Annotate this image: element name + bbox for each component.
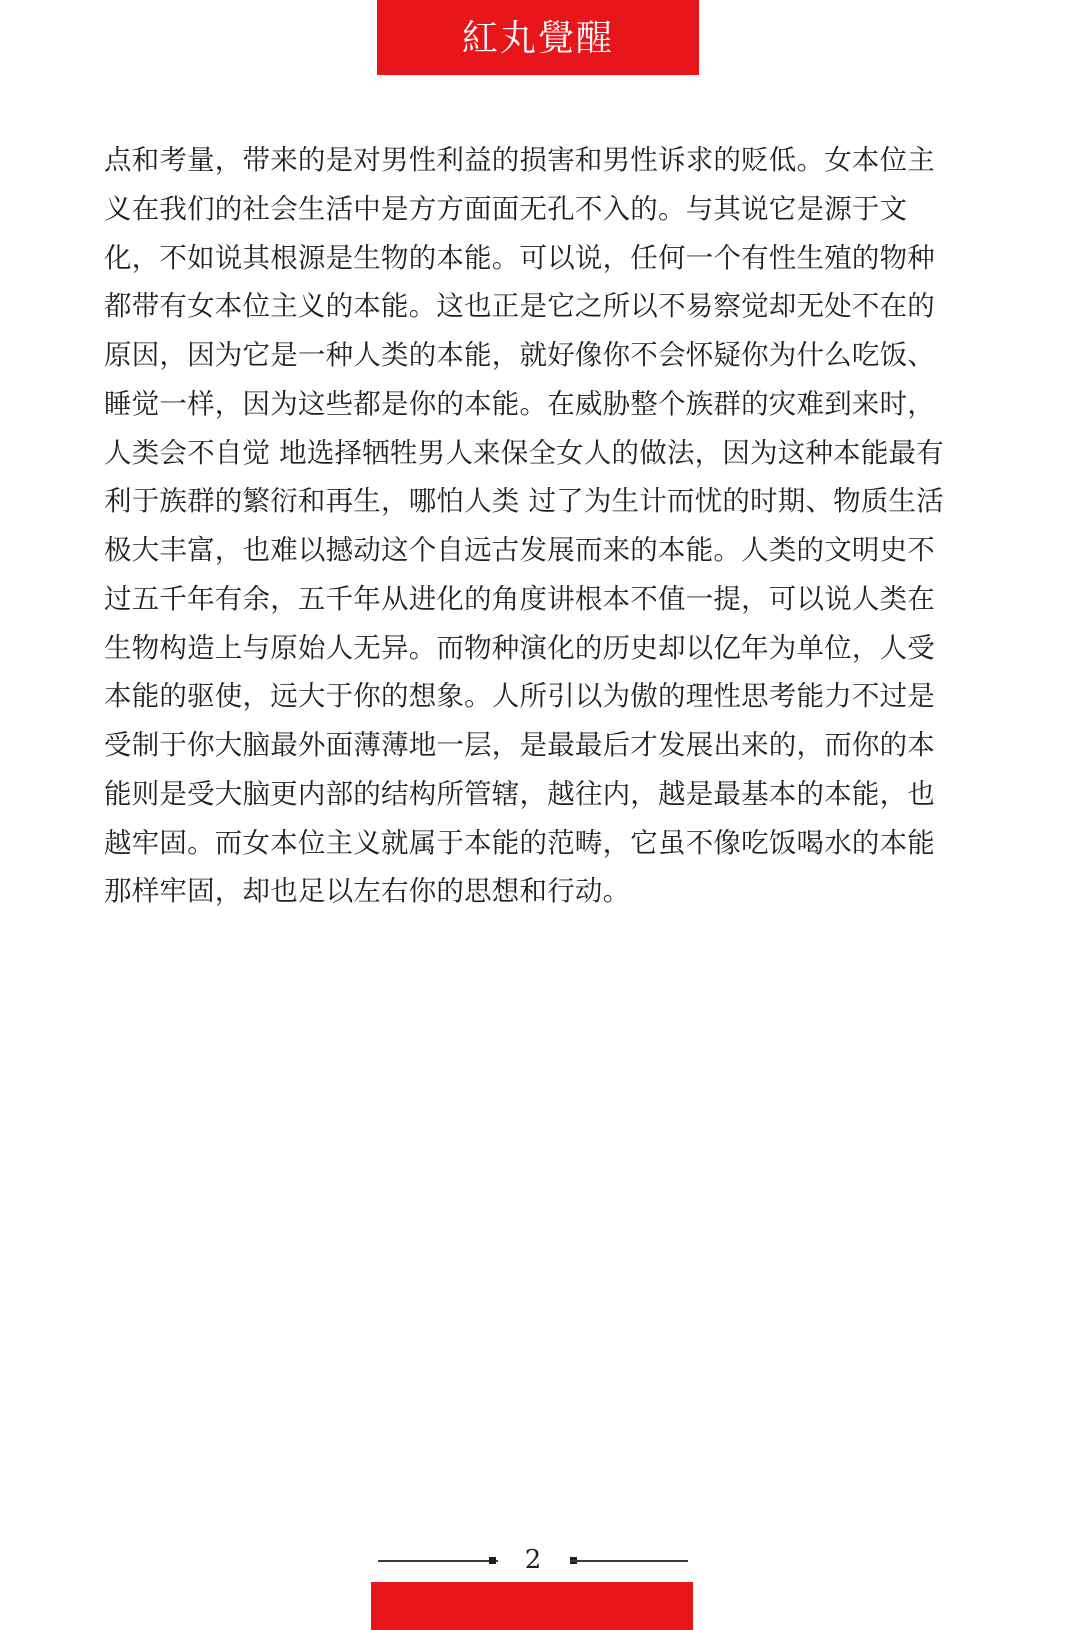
text-line: 原因，因为它是一种人类的本能，就好像你不会怀疑你为什么吃饭、 xyxy=(104,339,935,371)
text-line: 过五千年有余，五千年从进化的角度讲根本不值一提，可以说人类在 xyxy=(104,582,935,615)
footer-band xyxy=(371,1582,693,1630)
text-line: 本能的驱使，远大于你的想象。人所引以为傲的理性思考能力不过是 xyxy=(104,680,935,713)
text-line: 人类会不自觉 地选择牺牲男人来保全女人的做法，因为这种本能最有 xyxy=(104,436,944,469)
footer-rule-left xyxy=(378,1560,498,1562)
text-line: 越牢固。而女本位主义就属于本能的范畴，它虽不像吃饭喝水的本能 xyxy=(104,826,935,859)
text-line: 利于族群的繁衍和再生，哪怕人类 过了为生计而忧的时期、物质生活 xyxy=(104,485,944,518)
text-line: 化，不如说其根源是生物的本能。可以说，任何一个有性生殖的物种 xyxy=(104,241,935,274)
text-line: 极大丰富，也难以撼动这个自远古发展而来的本能。人类的文明史不 xyxy=(104,534,935,566)
text-line: 能则是受大脑更内部的结构所管辖，越往内，越是最基本的本能，也 xyxy=(104,777,935,810)
book-title: 紅丸覺醒 xyxy=(461,17,614,59)
page-number: 2 xyxy=(524,1545,542,1575)
header-band xyxy=(377,0,699,75)
text-line: 生物构造上与原始人无异。而物种演化的历史却以亿年为单位，人受 xyxy=(104,631,935,664)
text-line: 那样牢固，却也足以左右你的思想和行动。 xyxy=(104,875,631,908)
text-line: 受制于你大脑最外面薄薄地一层，是最最后才发展出来的，而你的本 xyxy=(104,729,935,761)
footer-square-marker-left xyxy=(489,1557,496,1564)
text-line: 义在我们的社会生活中是方方面面无孔不入的。与其说它是源于文 xyxy=(104,192,908,225)
footer-rule-right xyxy=(570,1560,688,1562)
text-line: 睡觉一样，因为这些都是你的本能。在威胁整个族群的灾难到来时， xyxy=(104,387,935,420)
page-footer xyxy=(0,1542,1066,1582)
text-line: 都带有女本位主义的本能。这也正是它之所以不易察觉却无处不在的 xyxy=(104,290,935,323)
body-paragraph xyxy=(104,136,966,916)
text-line: 点和考量，带来的是对男性利益的损害和男性诉求的贬低。女本位主 xyxy=(104,144,935,176)
